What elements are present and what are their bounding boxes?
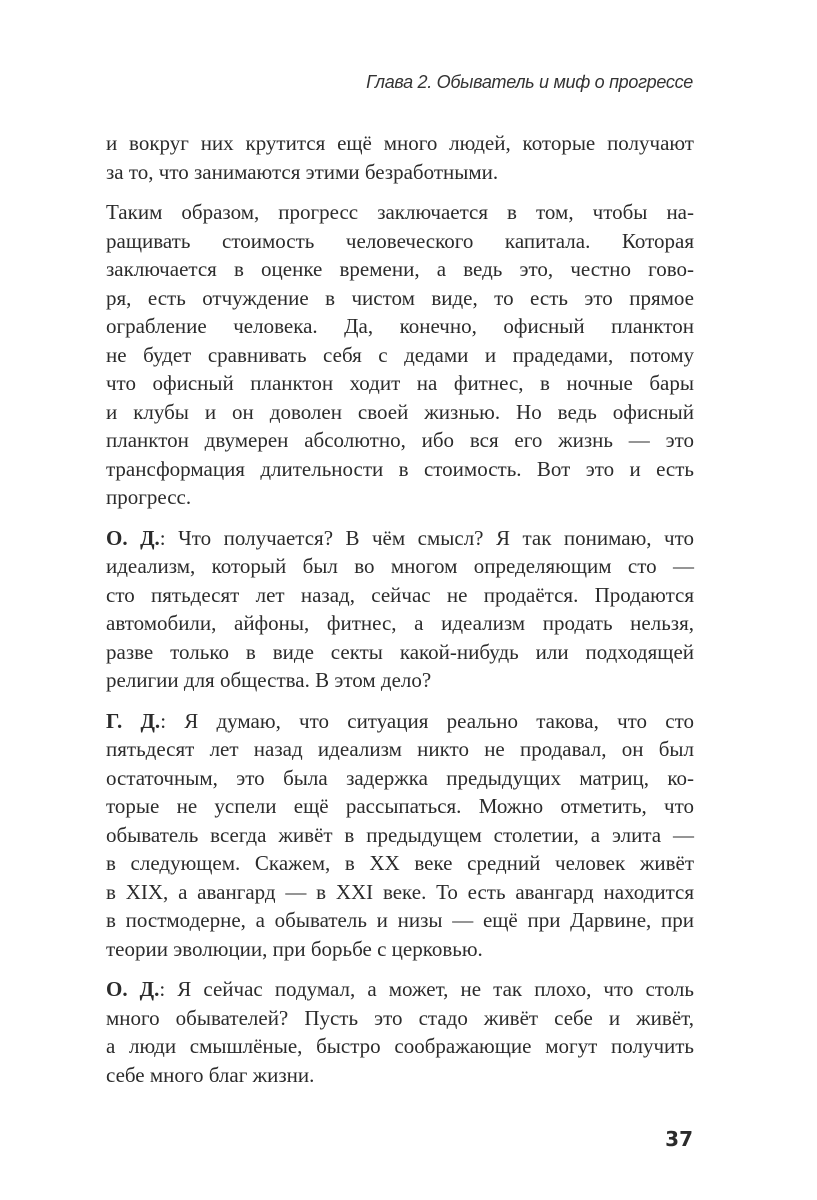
page-number: 37 [665,1127,693,1151]
text-line [106,455,694,484]
line-text: за то, что занимаются этими безработными. [106,159,499,184]
line-text: себе много благ жизни. [106,1062,315,1087]
text-line [106,764,694,793]
line-text: что офисный планктон ходит на фитнес, в ночные бары [106,371,694,395]
line-text: : Что получается? В чём смысл? Я так понимаю, что [159,525,694,550]
line-text: Таким образом, прогресс заключается в том, чтобы на- [106,200,694,224]
line-text: обыватель всегда живёт в предыдущем столетии, а элита — [106,822,694,847]
text-line [106,426,694,455]
line-text: трансформация длительности в стоимость. Вот это и есть [106,456,694,481]
text-line [106,581,694,610]
dialogue-paragraph [106,975,694,1089]
speaker-label: О. Д. [106,525,160,550]
line-text: сто пятьдесят лет назад, сейчас не продаётся. Продаются [106,582,694,607]
text-line [106,198,694,227]
text-line [106,906,694,935]
text-line [106,369,694,398]
text-line [106,821,694,850]
paragraph [106,129,694,186]
line-text: разве только в виде секты какой-нибудь или подходящей [106,639,694,664]
speaker-label: О. Д. [106,977,160,1001]
text-line [106,158,694,187]
text-line [106,1032,694,1061]
line-text: теории эволюции, при борьбе с церковью. [106,936,483,961]
line-text: прогресс. [106,485,192,509]
speaker-label: Г. Д. [106,708,161,733]
line-text: : Я думаю, что ситуация реально такова, что сто [160,708,694,733]
line-text: ря, есть отчуждение в чистом виде, то есть это прямое [106,285,694,310]
line-text: : Я сейчас подумал, а может, не так плохо, что столь [159,977,694,1001]
line-text: в XIX, а авангард — в XXI веке. То есть авангард находится [106,879,694,904]
line-text: планктон двумерен абсолютно, ибо вся его жизнь — это [106,428,694,452]
dialogue-paragraph [106,524,694,695]
text-line [106,284,694,313]
line-text: торые не успели ещё рассыпаться. Можно отметить, что [106,794,694,818]
text-line [106,792,694,821]
line-text: много обывателей? Пусть это стадо живёт себе и живёт, [106,1005,694,1030]
line-text: и вокруг них крутится ещё много людей, которые получают [106,131,694,155]
line-text: и клубы и он доволен своей жизнью. Но ведь офисный [106,399,694,424]
text-line [106,1061,694,1090]
text-line [106,398,694,427]
text-line [106,552,694,581]
line-text: идеализм, который был во многом определяющим сто — [106,554,694,578]
line-text: автомобили, айфоны, фитнес, а идеализм продать нельзя, [106,611,694,635]
line-text: ращивать стоимость человеческого капитала. Которая [106,228,694,253]
running-header: Глава 2. Обыватель и миф о прогрессе [366,72,693,92]
page-body [106,129,694,1101]
line-text: заключается в оценке времени, а ведь это, честно гово- [106,257,694,281]
text-line [106,975,694,1004]
text-line [106,849,694,878]
text-line [106,312,694,341]
text-line [106,707,694,736]
text-line [106,1004,694,1033]
line-text: религии для общества. В этом дело? [106,668,432,692]
line-text: не будет сравнивать себя с дедами и прадедами, потому [106,342,694,367]
line-text: а люди смышлёные, быстро соображающие могут получить [106,1034,694,1058]
text-line [106,935,694,964]
text-line [106,129,694,158]
text-line [106,878,694,907]
text-line [106,227,694,256]
text-line [106,483,694,512]
text-line [106,638,694,667]
line-text: пятьдесят лет назад идеализм никто не продавал, он был [106,737,694,761]
line-text: ограбление человека. Да, конечно, офисный планктон [106,314,694,338]
text-line [106,524,694,553]
line-text: в следующем. Скажем, в XX веке средний человек живёт [106,851,694,875]
text-line [106,666,694,695]
dialogue-paragraph [106,707,694,964]
text-line [106,341,694,370]
line-text: остаточным, это была задержка предыдущих матриц, ко- [106,765,694,790]
line-text: в постмодерне, а обыватель и низы — ещё при Дарвине, при [106,908,694,932]
text-line [106,735,694,764]
text-line [106,609,694,638]
paragraph [106,198,694,512]
text-line [106,255,694,284]
